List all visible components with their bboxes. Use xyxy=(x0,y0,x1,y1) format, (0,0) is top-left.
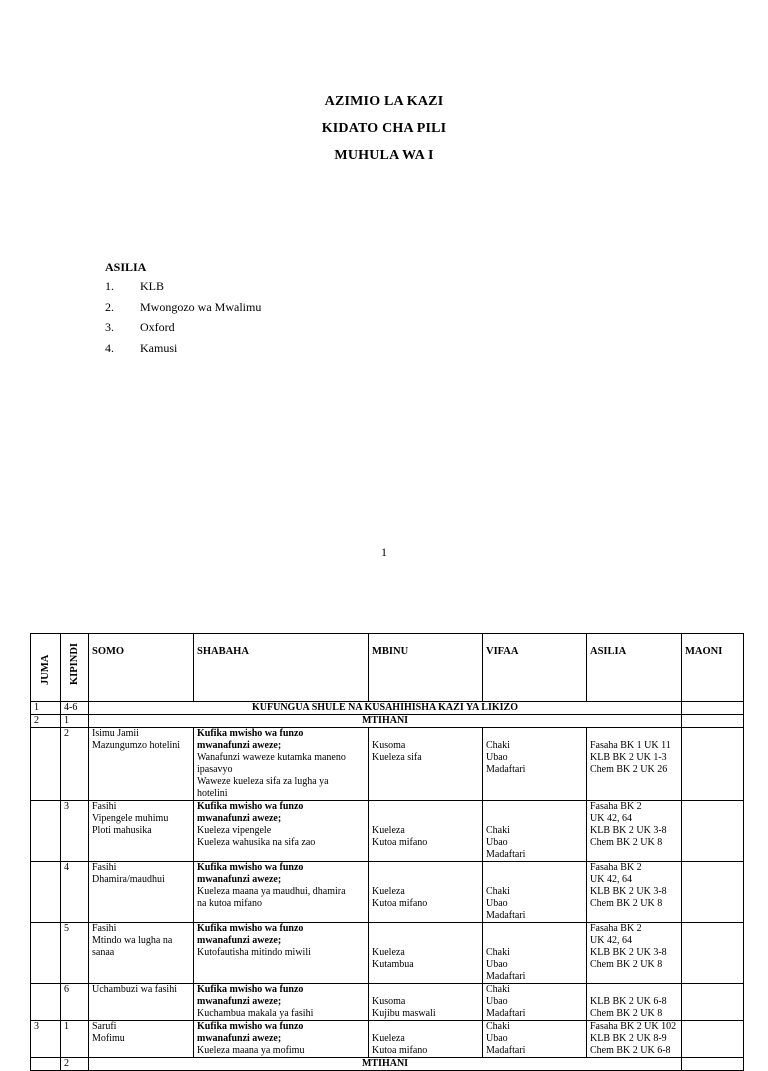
header-juma: JUMA xyxy=(31,634,61,702)
cell-juma xyxy=(31,984,61,1021)
cell-asilia-line: Chem BK 2 UK 8 xyxy=(590,837,663,848)
cell-somo-line: Fasihi xyxy=(92,862,117,873)
cell-vifaa xyxy=(483,728,587,801)
cell-vifaa-line: Madaftari xyxy=(486,1045,526,1056)
banner-text: MTIHANI xyxy=(89,715,682,728)
cell-vifaa-line xyxy=(486,923,583,935)
cell-kipindi xyxy=(61,728,89,801)
cell-shabaha-bold-line: Kufika mwisho wa funzo xyxy=(197,1021,304,1032)
cell-mbinu-line xyxy=(372,1021,479,1033)
cell-vifaa-line: Ubao xyxy=(486,1033,508,1044)
banner-row xyxy=(31,715,744,728)
header-somo: SOMO xyxy=(89,634,194,702)
cell-vifaa xyxy=(483,1021,587,1058)
cell-mbinu-line: Kueleza xyxy=(372,1033,405,1044)
source-item: 2. Mwongozo wa Mwalimu xyxy=(105,300,262,314)
cell-somo-line: sanaa xyxy=(92,947,115,958)
cell-mbinu-line: Kueleza xyxy=(372,947,405,958)
cell-mbinu xyxy=(369,862,483,923)
cell-shabaha-line: na kutoa mifano xyxy=(197,898,262,909)
cell-shabaha-line: Kuchambua makala ya fasihi xyxy=(197,1008,314,1019)
cell-mbinu-line: Kueleza xyxy=(372,825,405,836)
page-number: 1 xyxy=(381,545,387,559)
cell-maoni xyxy=(682,862,744,923)
cell-vifaa-line: Madaftari xyxy=(486,910,526,921)
cell-maoni xyxy=(682,715,744,728)
cell-vifaa xyxy=(483,984,587,1021)
document-subtitle-form: KIDATO CHA PILI xyxy=(321,121,447,136)
cell-mbinu xyxy=(369,728,483,801)
cell-asilia-line: UK 42, 64 xyxy=(590,935,632,946)
cell-kipindi-line: 5 xyxy=(64,923,69,934)
cell-somo xyxy=(89,728,194,801)
cell-asilia-line: Chem BK 2 UK 8 xyxy=(590,898,663,909)
cell-asilia xyxy=(587,728,682,801)
cell-vifaa-line xyxy=(486,874,583,886)
cell-juma xyxy=(31,801,61,862)
cell-asilia-line: UK 42, 64 xyxy=(590,874,632,885)
banner-row xyxy=(31,702,744,715)
document-title: AZIMIO LA KAZI xyxy=(324,94,444,109)
banner-text: MTIHANI xyxy=(89,1058,682,1071)
cell-juma-line xyxy=(34,923,57,935)
cell-asilia-line: KLB BK 2 UK 6-8 xyxy=(590,996,667,1007)
cell-juma-line xyxy=(34,728,57,740)
cell-juma xyxy=(31,862,61,923)
cell-kipindi: 4-6 xyxy=(61,702,89,715)
header-shabaha: SHABAHA xyxy=(194,634,369,702)
cell-asilia-line: KLB BK 2 UK 8-9 xyxy=(590,1033,667,1044)
cell-mbinu-line xyxy=(372,801,479,813)
cell-asilia xyxy=(587,801,682,862)
cell-vifaa-line: Madaftari xyxy=(486,849,526,860)
cell-kipindi xyxy=(61,862,89,923)
cell-shabaha-bold-line: mwanafunzi aweze; xyxy=(197,874,282,885)
cell-vifaa-line: Madaftari xyxy=(486,764,526,775)
cell-mbinu-line xyxy=(372,728,479,740)
cell-kipindi xyxy=(61,923,89,984)
cell-shabaha-line: ipasavyo xyxy=(197,764,233,775)
sources-heading: ASILIA xyxy=(105,260,147,274)
cell-maoni xyxy=(682,801,744,862)
cell-vifaa-line: Chaki xyxy=(486,886,510,897)
cell-vifaa-line: Madaftari xyxy=(486,1008,526,1019)
header-kipindi: KIPINDI xyxy=(61,634,89,702)
cell-somo-line: Vipengele muhimu xyxy=(92,813,169,824)
source-item: 1. KLB xyxy=(105,279,164,293)
cell-mbinu-line xyxy=(372,923,479,935)
cell-somo-line: Mtindo wa lugha na xyxy=(92,935,173,946)
cell-juma: 1 xyxy=(31,702,61,715)
cell-vifaa-line: Ubao xyxy=(486,752,508,763)
cell-maoni xyxy=(682,1021,744,1058)
cell-asilia xyxy=(587,984,682,1021)
cell-mbinu-line: Kutambua xyxy=(372,959,414,970)
cell-mbinu-line: Kueleza sifa xyxy=(372,752,422,763)
cell-shabaha-line: Kutofautisha mitindo miwili xyxy=(197,947,311,958)
cell-somo xyxy=(89,984,194,1021)
table-row xyxy=(31,923,744,984)
cell-shabaha xyxy=(194,862,369,923)
cell-vifaa-line: Ubao xyxy=(486,996,508,1007)
cell-somo-line: Mazungumzo hotelini xyxy=(92,740,181,751)
cell-shabaha-bold-line: mwanafunzi aweze; xyxy=(197,740,282,751)
cell-kipindi-line: 6 xyxy=(64,984,69,995)
cell-mbinu-line xyxy=(372,984,479,996)
cell-shabaha-bold-line: Kufika mwisho wa funzo xyxy=(197,728,304,739)
cell-mbinu-line: Kutoa mifano xyxy=(372,898,428,909)
cell-mbinu-line xyxy=(372,862,479,874)
cell-vifaa-line: Chaki xyxy=(486,1021,510,1032)
table-row xyxy=(31,728,744,801)
header-vifaa: VIFAA xyxy=(483,634,587,702)
cell-asilia xyxy=(587,862,682,923)
cell-mbinu-line: Kutoa mifano xyxy=(372,1045,428,1056)
table-row xyxy=(31,801,744,862)
cell-asilia-line: Chem BK 2 UK 8 xyxy=(590,1008,663,1019)
source-item: 3. Oxford xyxy=(105,320,175,334)
cell-mbinu-line: Kutoa mifano xyxy=(372,837,428,848)
cell-mbinu-line: Kusoma xyxy=(372,996,406,1007)
cell-vifaa xyxy=(483,923,587,984)
cell-asilia-line: UK 42, 64 xyxy=(590,813,632,824)
cell-vifaa-line: Ubao xyxy=(486,837,508,848)
cell-mbinu-line: Kujibu maswali xyxy=(372,1008,436,1019)
cell-shabaha-line: Kueleza wahusika na sifa zao xyxy=(197,837,316,848)
cell-maoni xyxy=(682,702,744,715)
cell-vifaa-line xyxy=(486,935,583,947)
cell-asilia-line: Fasaha BK 2 xyxy=(590,801,642,812)
cell-somo-line: Isimu Jamii xyxy=(92,728,139,739)
cell-juma-line xyxy=(34,801,57,813)
cell-shabaha-line: Wanafunzi waweze kutamka maneno xyxy=(197,752,346,763)
cell-shabaha-line: Kueleza maana ya mofimu xyxy=(197,1045,305,1056)
cell-somo-line: Uchambuzi wa fasihi xyxy=(92,984,177,995)
cell-vifaa-line: Chaki xyxy=(486,984,510,995)
cell-shabaha-bold-line: Kufika mwisho wa funzo xyxy=(197,862,304,873)
cell-kipindi xyxy=(61,1021,89,1058)
cell-vifaa-line xyxy=(486,862,583,874)
cell-shabaha-line: Kueleza vipengele xyxy=(197,825,272,836)
cell-somo-line: Ploti mahusika xyxy=(92,825,152,836)
cell-kipindi-line: 2 xyxy=(64,728,69,739)
header-mbinu: MBINU xyxy=(369,634,483,702)
cell-juma xyxy=(31,923,61,984)
cell-vifaa-line: Chaki xyxy=(486,740,510,751)
cell-asilia xyxy=(587,1021,682,1058)
cell-mbinu-line: Kueleza xyxy=(372,886,405,897)
cell-somo xyxy=(89,923,194,984)
cell-asilia-line: KLB BK 2 UK 3-8 xyxy=(590,825,667,836)
cell-juma-line xyxy=(34,984,57,996)
header-maoni: MAONI xyxy=(682,634,744,702)
cell-shabaha-bold-line: mwanafunzi aweze; xyxy=(197,935,282,946)
cell-maoni xyxy=(682,728,744,801)
cell-kipindi-line: 4 xyxy=(64,862,69,873)
cell-shabaha-bold-line: Kufika mwisho wa funzo xyxy=(197,984,304,995)
cell-juma-line xyxy=(34,862,57,874)
cell-shabaha-bold-line: mwanafunzi aweze; xyxy=(197,813,282,824)
cell-asilia-line: Fasaha BK 1 UK 11 xyxy=(590,740,671,751)
cell-shabaha-bold-line: mwanafunzi aweze; xyxy=(197,996,282,1007)
cell-somo-line: Dhamira/maudhui xyxy=(92,874,165,885)
cell-juma: 2 xyxy=(31,715,61,728)
document-subtitle-term: MUHULA WA I xyxy=(334,148,434,163)
cell-shabaha-bold-line: mwanafunzi aweze; xyxy=(197,1033,282,1044)
cell-asilia-line: Chem BK 2 UK 26 xyxy=(590,764,668,775)
cell-asilia-line xyxy=(590,984,678,996)
cell-asilia-line: KLB BK 2 UK 3-8 xyxy=(590,886,667,897)
cell-juma xyxy=(31,1021,61,1058)
cell-maoni xyxy=(682,1058,744,1071)
cell-asilia xyxy=(587,923,682,984)
cell-somo xyxy=(89,801,194,862)
cell-asilia-line: Fasaha BK 2 UK 102 xyxy=(590,1021,677,1032)
cell-vifaa-line: Chaki xyxy=(486,947,510,958)
cell-mbinu xyxy=(369,984,483,1021)
cell-shabaha-bold-line: Kufika mwisho wa funzo xyxy=(197,923,304,934)
cell-vifaa xyxy=(483,862,587,923)
cell-juma xyxy=(31,1058,61,1071)
source-item: 4. Kamusi xyxy=(105,341,178,355)
cell-vifaa-line xyxy=(486,728,583,740)
banner-row xyxy=(31,1058,744,1071)
cell-shabaha-line: Kueleza maana ya maudhui, dhamira xyxy=(197,886,346,897)
cell-maoni xyxy=(682,984,744,1021)
cell-vifaa-line xyxy=(486,813,583,825)
cell-maoni xyxy=(682,923,744,984)
cell-asilia-line xyxy=(590,728,678,740)
table-row xyxy=(31,984,744,1021)
table-row xyxy=(31,1021,744,1058)
cell-kipindi-line: 3 xyxy=(64,801,69,812)
cell-mbinu-line: Kusoma xyxy=(372,740,406,751)
cell-asilia-line: Chem BK 2 UK 6-8 xyxy=(590,1045,671,1056)
cell-mbinu-line xyxy=(372,813,479,825)
scheme-of-work-table xyxy=(30,633,744,1071)
cell-shabaha-bold-line: Kufika mwisho wa funzo xyxy=(197,801,304,812)
cell-juma xyxy=(31,728,61,801)
cell-somo xyxy=(89,862,194,923)
cell-vifaa-line: Ubao xyxy=(486,898,508,909)
cell-shabaha xyxy=(194,728,369,801)
cell-asilia-line: Chem BK 2 UK 8 xyxy=(590,959,663,970)
cell-kipindi: 2 xyxy=(61,1058,89,1071)
cell-vifaa-line xyxy=(486,801,583,813)
cell-mbinu xyxy=(369,801,483,862)
table-header-row xyxy=(31,634,744,702)
cell-kipindi-line: 1 xyxy=(64,1021,69,1032)
cell-shabaha-line: hotelini xyxy=(197,788,228,799)
cell-shabaha xyxy=(194,923,369,984)
cell-asilia-line: KLB BK 2 UK 1-3 xyxy=(590,752,667,763)
cell-somo-line: Fasihi xyxy=(92,801,117,812)
cell-asilia-line: KLB BK 2 UK 3-8 xyxy=(590,947,667,958)
cell-kipindi xyxy=(61,984,89,1021)
cell-mbinu-line xyxy=(372,935,479,947)
cell-somo xyxy=(89,1021,194,1058)
cell-shabaha xyxy=(194,801,369,862)
cell-shabaha xyxy=(194,1021,369,1058)
cell-somo-line: Fasihi xyxy=(92,923,117,934)
header-asilia: ASILIA xyxy=(587,634,682,702)
cell-vifaa xyxy=(483,801,587,862)
cell-vifaa-line: Ubao xyxy=(486,959,508,970)
cell-shabaha-line: Waweze kueleza sifa za lugha ya xyxy=(197,776,329,787)
cell-juma-line: 3 xyxy=(34,1021,39,1032)
cell-vifaa-line: Madaftari xyxy=(486,971,526,982)
banner-text: KUFUNGUA SHULE NA KUSAHIHISHA KAZI YA LIKIZO xyxy=(89,702,682,715)
cell-mbinu xyxy=(369,923,483,984)
cell-somo-line: Sarufi xyxy=(92,1021,117,1032)
cell-mbinu-line xyxy=(372,874,479,886)
cell-somo-line: Mofimu xyxy=(92,1033,125,1044)
cell-kipindi: 1 xyxy=(61,715,89,728)
cell-asilia-line: Fasaha BK 2 xyxy=(590,923,642,934)
cell-vifaa-line: Chaki xyxy=(486,825,510,836)
cell-asilia-line: Fasaha BK 2 xyxy=(590,862,642,873)
cell-kipindi xyxy=(61,801,89,862)
cell-shabaha xyxy=(194,984,369,1021)
table-row xyxy=(31,862,744,923)
cell-mbinu xyxy=(369,1021,483,1058)
